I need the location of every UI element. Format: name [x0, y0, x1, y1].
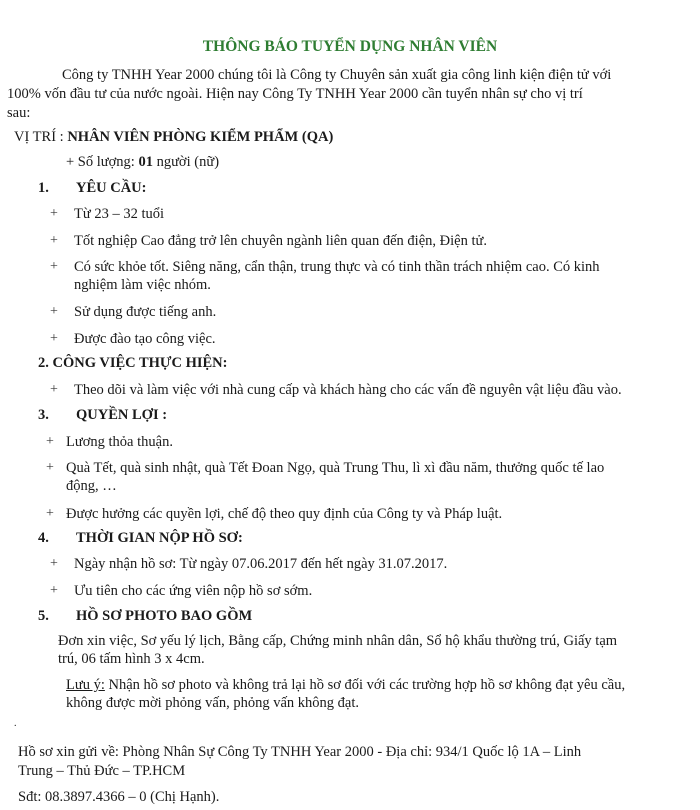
documents-line-2: trú, 06 tấm hình 3 x 4cm. — [58, 651, 205, 667]
list-item-continuation: động, … — [66, 478, 117, 494]
bullet-plus-icon: + — [50, 583, 58, 598]
documents-line-1: Đơn xin việc, Sơ yếu lý lịch, Bằng cấp, Chứng minh nhân dân, Sổ hộ khẩu thường trú, Giấy tạm — [58, 633, 618, 649]
bullet-plus-icon: + — [46, 434, 54, 449]
list-item: Sử dụng được tiếng anh. — [74, 304, 217, 320]
quantity-line — [66, 154, 219, 171]
list-item: Quà Tết, quà sinh nhật, quà Tết Đoan Ngọ, quà Trung Thu, lì xì đầu năm, thưởng quốc tế lao — [66, 460, 605, 476]
section-5-heading: HỒ SƠ PHOTO BAO GỒM — [76, 608, 253, 624]
bullet-plus-icon: + — [50, 556, 58, 571]
section-3-heading: QUYỀN LỢI : — [76, 407, 168, 423]
footer-address-line-1: Hồ sơ xin gửi về: Phòng Nhân Sự Công Ty TNHH Year 2000 - Địa chỉ: 934/1 Quốc lộ 1A – Linh — [18, 744, 582, 760]
note-label: Lưu ý: — [66, 677, 105, 693]
quantity-value: 01 — [138, 154, 153, 170]
list-item: Tốt nghiệp Cao đẳng trở lên chuyên ngành liên quan đến điện, Điện tử. — [74, 233, 487, 249]
list-item: Ngày nhận hồ sơ: Từ ngày 07.06.2017 đến hết ngày 31.07.2017. — [74, 556, 448, 572]
list-item-continuation: nghiệm làm việc nhóm. — [74, 277, 211, 293]
section-1-heading: YÊU CẦU: — [76, 180, 147, 196]
quantity-prefix: + Số lượng: — [66, 154, 139, 170]
list-item: Ưu tiên cho các ứng viên nộp hồ sơ sớm. — [74, 583, 313, 599]
bullet-plus-icon: + — [46, 506, 54, 521]
quantity-suffix: người (nữ) — [152, 154, 220, 170]
section-4-number: 4. — [38, 530, 49, 546]
list-item: Được hưởng các quyền lợi, chế độ theo quy định của Công ty và Pháp luật. — [66, 506, 503, 522]
bullet-plus-icon: + — [50, 206, 58, 221]
bullet-plus-icon: + — [50, 331, 58, 346]
intro-line-1: Công ty TNHH Year 2000 chúng tôi là Công ty Chuyên sản xuất gia công linh kiện điện tử với — [62, 67, 612, 83]
section-2-heading: 2. CÔNG VIỆC THỰC HIỆN: — [38, 355, 228, 371]
position-name: NHÂN VIÊN PHÒNG KIỂM PHẨM (QA) — [67, 129, 334, 145]
section-1-number: 1. — [38, 180, 49, 196]
bullet-plus-icon: + — [50, 233, 58, 248]
separator-dot: . — [14, 718, 17, 729]
list-item: Theo dõi và làm việc với nhà cung cấp và khách hàng cho các vấn đề nguyên vật liệu đầu vào. — [74, 382, 622, 398]
page-title: THÔNG BÁO TUYỂN DỤNG NHÂN VIÊN — [202, 38, 498, 55]
footer-address-line-2: Trung – Thủ Đức – TP.HCM — [18, 763, 186, 779]
intro-line-3: sau: — [7, 105, 31, 121]
note-line-1 — [66, 677, 625, 694]
bullet-plus-icon: + — [46, 460, 54, 475]
position-line — [14, 129, 333, 146]
list-item: Có sức khỏe tốt. Siêng năng, cẩn thận, trung thực và có tinh thần trách nhiệm cao. Có kinh — [74, 259, 600, 275]
position-prefix: VỊ TRÍ : — [14, 129, 68, 145]
section-4-heading: THỜI GIAN NỘP HỒ SƠ: — [76, 530, 243, 546]
list-item: Lương thỏa thuận. — [66, 434, 173, 450]
section-5-number: 5. — [38, 608, 49, 624]
list-item: Được đào tạo công việc. — [74, 331, 216, 347]
note-line-2: không được mời phỏng vấn, phỏng vấn không đạt. — [66, 695, 360, 711]
bullet-plus-icon: + — [50, 259, 58, 274]
bullet-plus-icon: + — [50, 304, 58, 319]
note-text: Nhận hồ sơ photo và không trả lại hồ sơ đối với các trường hợp hồ sơ không đạt yêu cầu, — [104, 677, 626, 693]
list-item: Từ 23 – 32 tuổi — [74, 206, 165, 222]
section-3-number: 3. — [38, 407, 49, 423]
footer-phone: Sđt: 08.3897.4366 – 0 (Chị Hạnh). — [18, 789, 220, 805]
intro-line-2: 100% vốn đầu tư của nước ngoài. Hiện nay Công Ty TNHH Year 2000 cần tuyển nhân sự cho vị trí — [7, 86, 583, 102]
bullet-plus-icon: + — [50, 382, 58, 397]
